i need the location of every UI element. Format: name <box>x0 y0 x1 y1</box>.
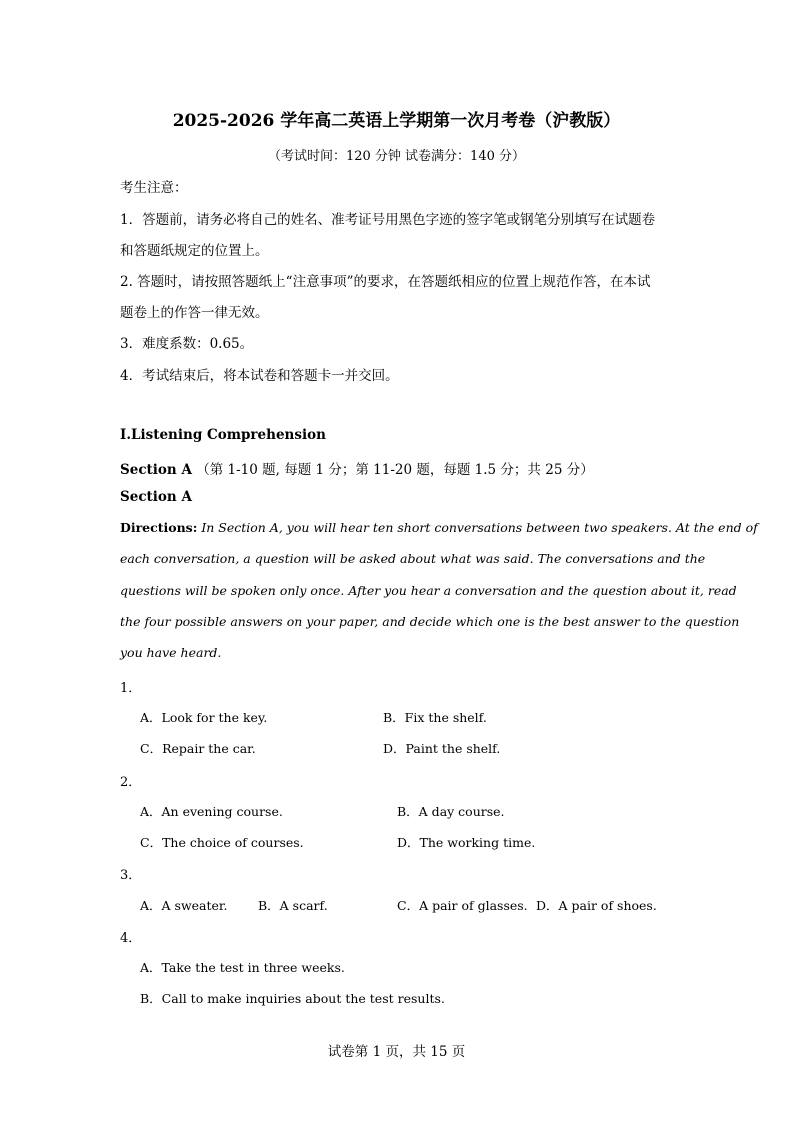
question-1-option-d[interactable]: D．Paint the shelf. <box>383 741 501 756</box>
question-2-option-d[interactable]: D．The working time. <box>397 835 536 850</box>
question-3-option-b[interactable]: B．A scarf. <box>258 898 328 913</box>
notice-item-3: 3．难度系数：0.65。 <box>120 336 254 352</box>
directions-line-4 <box>120 614 740 629</box>
directions-text: the four possible answers on your paper, and decide which one is the best answer to the question <box>120 614 740 629</box>
page-footer: 试卷第 1 页，共 15 页 <box>327 1044 466 1060</box>
section-info: （第 1-10 题, 每题 1 分；第 11-20 题，每题 1.5 分；共 25 分） <box>196 462 594 478</box>
question-4-option-b[interactable]: B．Call to make inquiries about the test results. <box>140 991 445 1006</box>
directions-text: questions will be spoken only once. After you hear a conversation and the question about it, read <box>120 583 737 598</box>
question-1-option-a[interactable]: A．Look for the key. <box>140 710 268 725</box>
notice-heading: 考生注意： <box>120 180 188 196</box>
exam-subtitle: （考试时间：120 分钟 试卷满分：140 分） <box>267 149 526 164</box>
question-3-option-c[interactable]: C．A pair of glasses. <box>397 898 528 913</box>
question-3-option-a[interactable]: A．A sweater. <box>140 898 228 913</box>
question-2-option-b[interactable]: B．A day course. <box>397 804 505 819</box>
directions-text: you have heard. <box>120 645 222 660</box>
question-3-number: 3． <box>120 868 142 883</box>
notice-item-1-line-1: 1．答题前，请务必将自己的姓名、准考证号用黑色字迹的签字笔或钢笔分别填写在试题卷 <box>120 212 656 228</box>
question-3-option-d[interactable]: D．A pair of shoes. <box>536 898 657 913</box>
part-title: I.Listening Comprehension <box>120 427 326 443</box>
directions-text: In Section A, you will hear ten short conversations between two speakers. At the end of <box>197 520 758 535</box>
question-2-option-a[interactable]: A．An evening course. <box>140 804 283 819</box>
question-4-option-a[interactable]: A．Take the test in three weeks. <box>140 960 345 975</box>
section-line <box>120 458 594 478</box>
directions-line-2 <box>120 551 706 566</box>
directions-line-5 <box>120 645 676 660</box>
directions-label: Directions: <box>120 520 198 535</box>
notice-item-2-line-1: 2. 答题时，请按照答题纸上“注意事项”的要求，在答题纸相应的位置上规范作答，在本试 <box>120 274 651 290</box>
directions-line-1 <box>120 520 758 535</box>
notice-item-1-line-2: 和答题纸规定的位置上。 <box>120 243 269 259</box>
notice-item-4: 4．考试结束后，将本试卷和答题卡一并交回。 <box>120 368 399 384</box>
question-1-number: 1． <box>120 681 142 696</box>
directions-line-3 <box>120 583 737 598</box>
question-1-option-c[interactable]: C．Repair the car. <box>140 741 256 756</box>
section-label: Section A <box>120 462 192 478</box>
exam-title: 2025-2026 学年高二英语上学期第一次月考卷（沪教版） <box>172 111 621 131</box>
question-4-number: 4． <box>120 931 142 946</box>
question-2-number: 2． <box>120 775 142 790</box>
directions-text: each conversation, a question will be asked about what was said. The conversations and the <box>120 551 706 566</box>
section-heading: Section A <box>120 489 192 505</box>
question-2-option-c[interactable]: C．The choice of courses. <box>140 835 304 850</box>
notice-item-2-line-2: 题卷上的作答一律无效。 <box>120 305 269 321</box>
question-1-option-b[interactable]: B．Fix the shelf. <box>383 710 487 725</box>
